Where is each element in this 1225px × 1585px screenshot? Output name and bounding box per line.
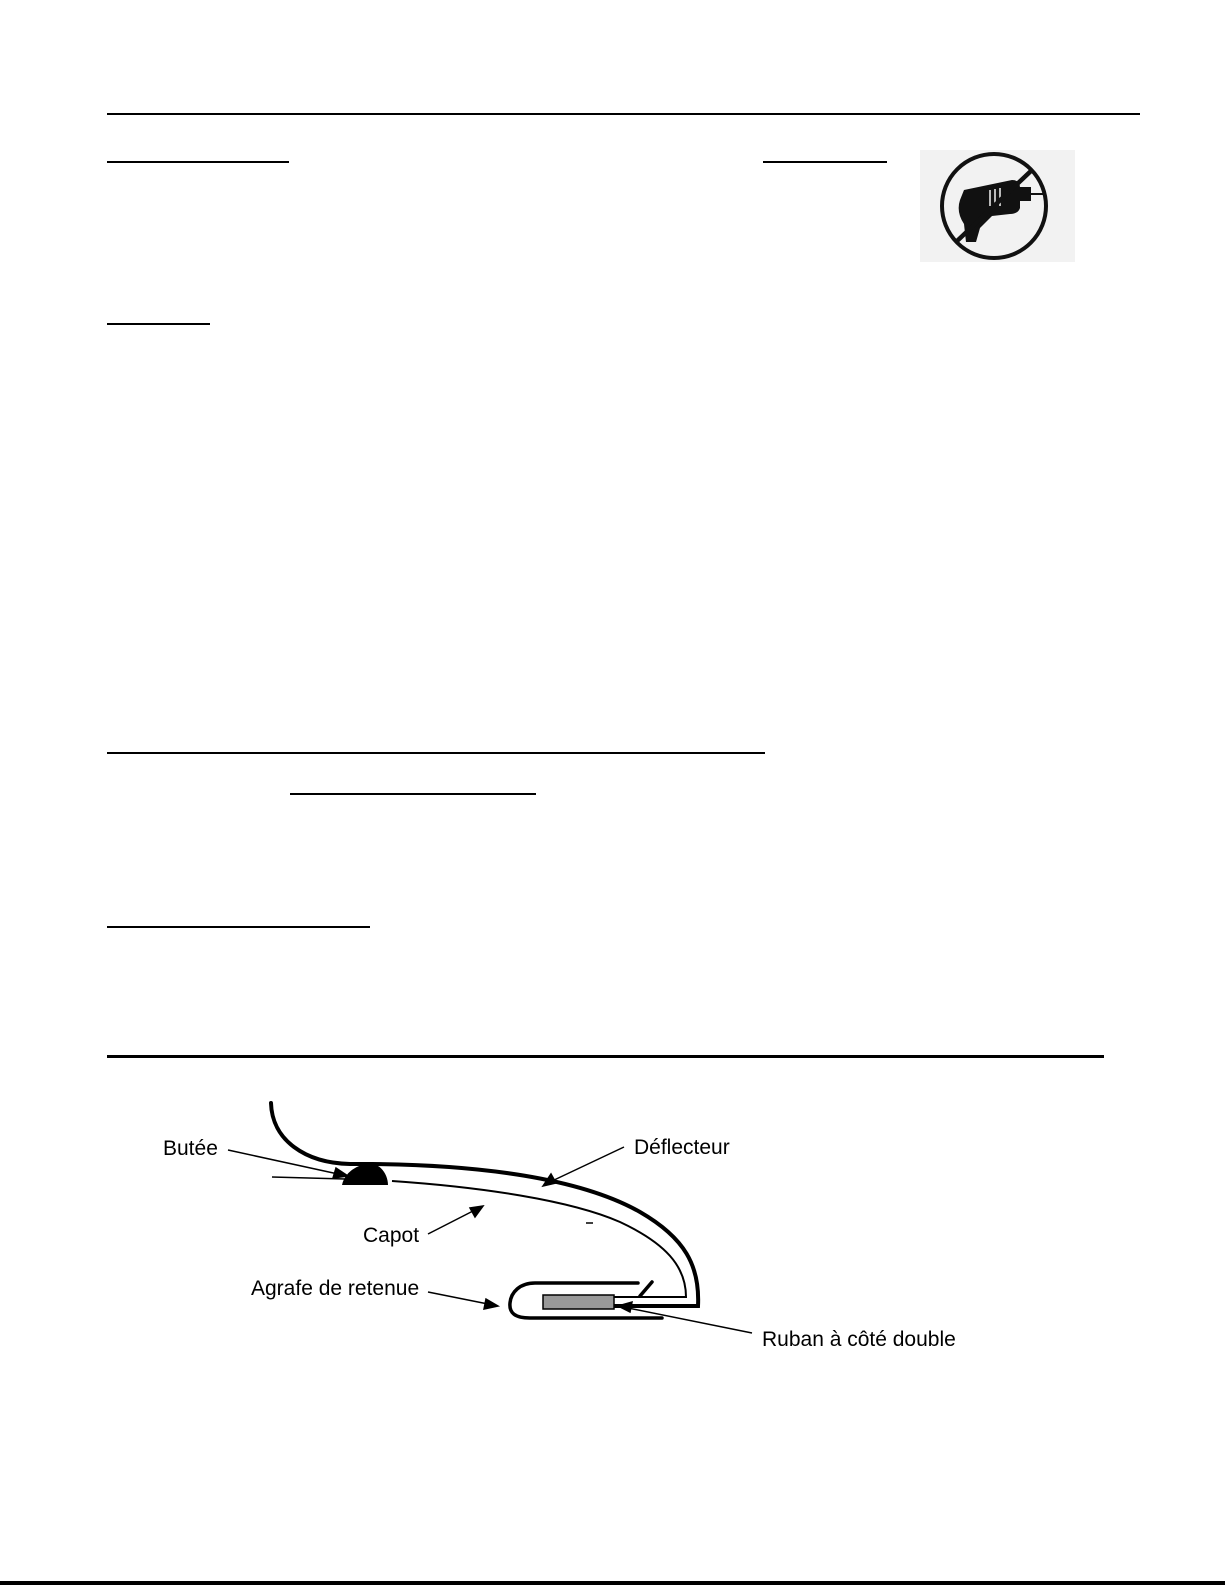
tape-arrowhead: [618, 1302, 632, 1312]
tape-leader: [628, 1308, 752, 1333]
label-deflector: Déflecteur: [634, 1136, 730, 1159]
deflector-leader: [552, 1147, 624, 1181]
stop-arrowhead: [333, 1168, 348, 1178]
heading-underline-1: [107, 161, 289, 163]
stop-bump: [342, 1164, 388, 1185]
deflector-shape: [271, 1103, 698, 1306]
clip-leader: [428, 1292, 488, 1304]
label-hood: Capot: [363, 1224, 420, 1247]
hood-shape: [392, 1181, 686, 1297]
drill-chuck: [1019, 187, 1031, 201]
double-sided-tape: [543, 1295, 614, 1309]
no-drilling-icon: [920, 150, 1075, 262]
hood-leader: [428, 1211, 473, 1234]
page-bottom-border: [0, 1581, 1225, 1585]
heading-underline-5: [290, 793, 536, 795]
clip-arrowhead: [484, 1299, 498, 1309]
hood-arrowhead: [470, 1206, 483, 1217]
heading-underline-2: [763, 161, 887, 163]
heading-underline-6: [107, 926, 370, 928]
clip-hook: [640, 1282, 652, 1296]
heading-underline-3: [107, 323, 210, 325]
label-stop: Butée: [163, 1137, 218, 1160]
label-retaining-clip: Agrafe de retenue: [251, 1277, 420, 1300]
section-divider: [107, 1055, 1104, 1058]
heading-underline-4: [107, 752, 765, 754]
label-double-sided-tape: Ruban à côté double: [762, 1328, 956, 1351]
top-rule: [107, 113, 1140, 115]
deflector-installation-diagram: [0, 1080, 1225, 1400]
no-drilling-badge: [920, 150, 1075, 262]
